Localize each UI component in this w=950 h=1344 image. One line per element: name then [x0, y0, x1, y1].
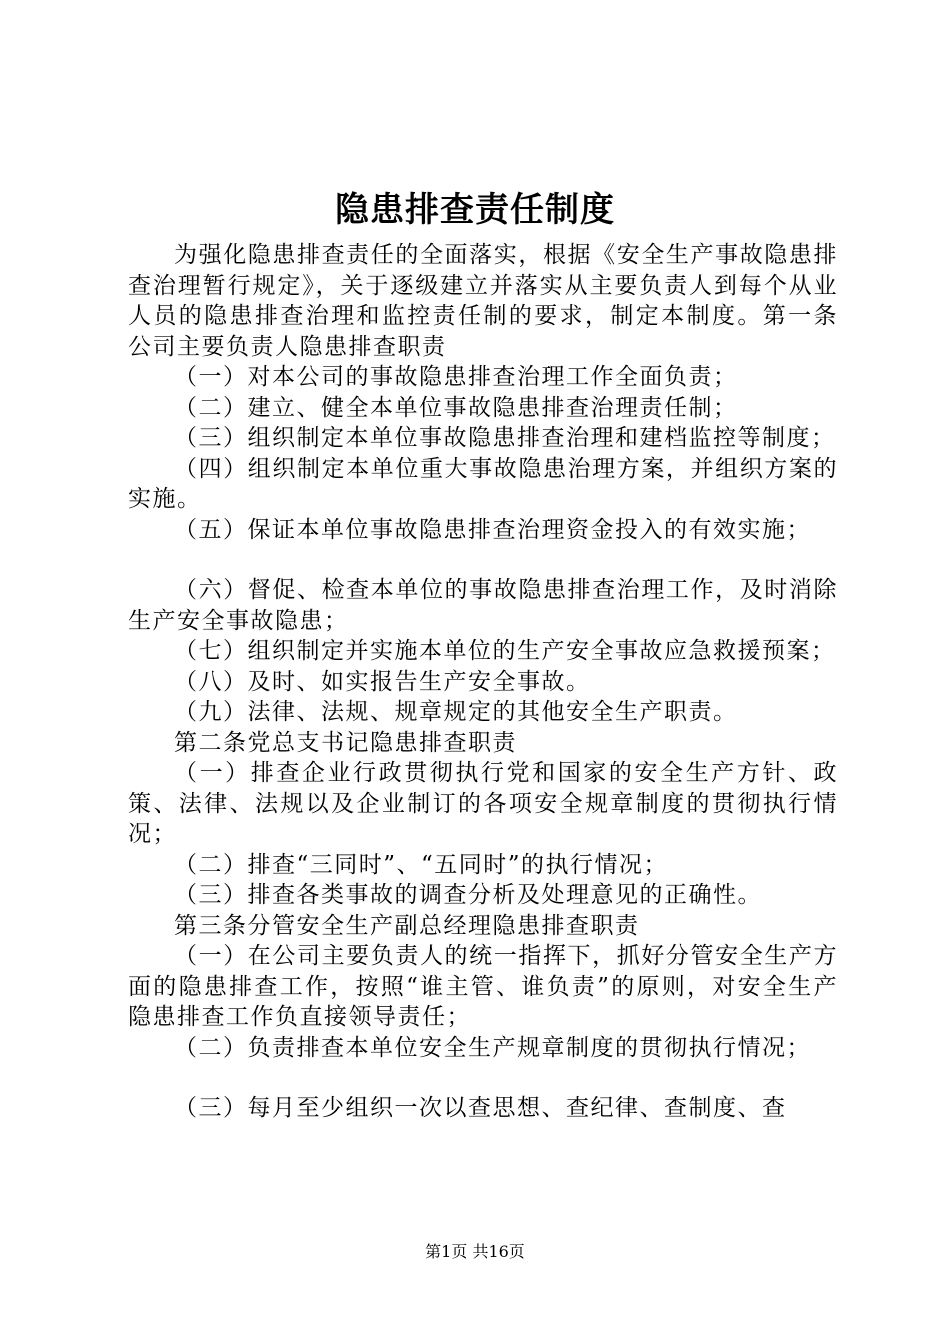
section-heading: 第二条党总支书记隐患排查职责: [174, 729, 517, 756]
paragraph: （三）排查各类事故的调查分析及处理意见的正确性。: [174, 882, 762, 908]
paragraph: （七）组织制定并实施本单位的生产安全事故应急救援预案；: [174, 638, 836, 664]
paragraph: （九）法律、法规、规章规定的其他安全生产职责。: [174, 699, 738, 725]
paragraph: （三）每月至少组织一次以查思想、查纪律、查制度、查: [174, 1095, 787, 1121]
paragraph: （四）组织制定本单位重大事故隐患治理方案，并组织方案的实施。: [128, 455, 838, 512]
paragraph: （三）组织制定本单位事故隐患排查治理和建档监控等制度；: [174, 425, 836, 451]
paragraph: （二）建立、健全本单位事故隐患排查治理责任制；: [174, 394, 738, 421]
paragraph: （一）在公司主要负责人的统一指挥下，抓好分管安全生产方面的隐患排查工作，按照“谁主管、谁负责”的原则，对安全生产隐患排查工作负直接领导责任；: [128, 943, 838, 1030]
document-body: [128, 240, 838, 1124]
paragraph: （二）排查“三同时”、“五同时”的执行情况；: [174, 851, 669, 878]
paragraph: （六）督促、检查本单位的事故隐患排查治理工作，及时消除生产安全事故隐患；: [128, 577, 838, 634]
section-heading: 第三条分管安全生产副总经理隐患排查职责: [174, 912, 640, 939]
paragraph-intro: 为强化隐患排查责任的全面落实，根据《安全生产事故隐患排查治理暂行规定》，关于逐级建立并落实从主要负责人到每个从业人员的隐患排查治理和监控责任制的要求，制定本制度。第一条公司主要负责人隐患排查职责: [128, 242, 838, 360]
paragraph: （五）保证本单位事故隐患排查治理资金投入的有效实施；: [174, 516, 811, 543]
paragraph: （二）负责排查本单位安全生产规章制度的贯彻执行情况；: [174, 1034, 811, 1061]
page-footer: 第1页 共16页: [425, 1242, 525, 1261]
paragraph: （一）排查企业行政贯彻执行党和国家的安全生产方针、政策、法律、法规以及企业制订的各项安全规章制度的贯彻执行情况；: [128, 760, 838, 847]
document-title: 隐患排查责任制度: [335, 190, 615, 230]
paragraph: （八）及时、如实报告生产安全事故。: [174, 668, 591, 695]
paragraph: （一）对本公司的事故隐患排查治理工作全面负责；: [174, 364, 738, 390]
